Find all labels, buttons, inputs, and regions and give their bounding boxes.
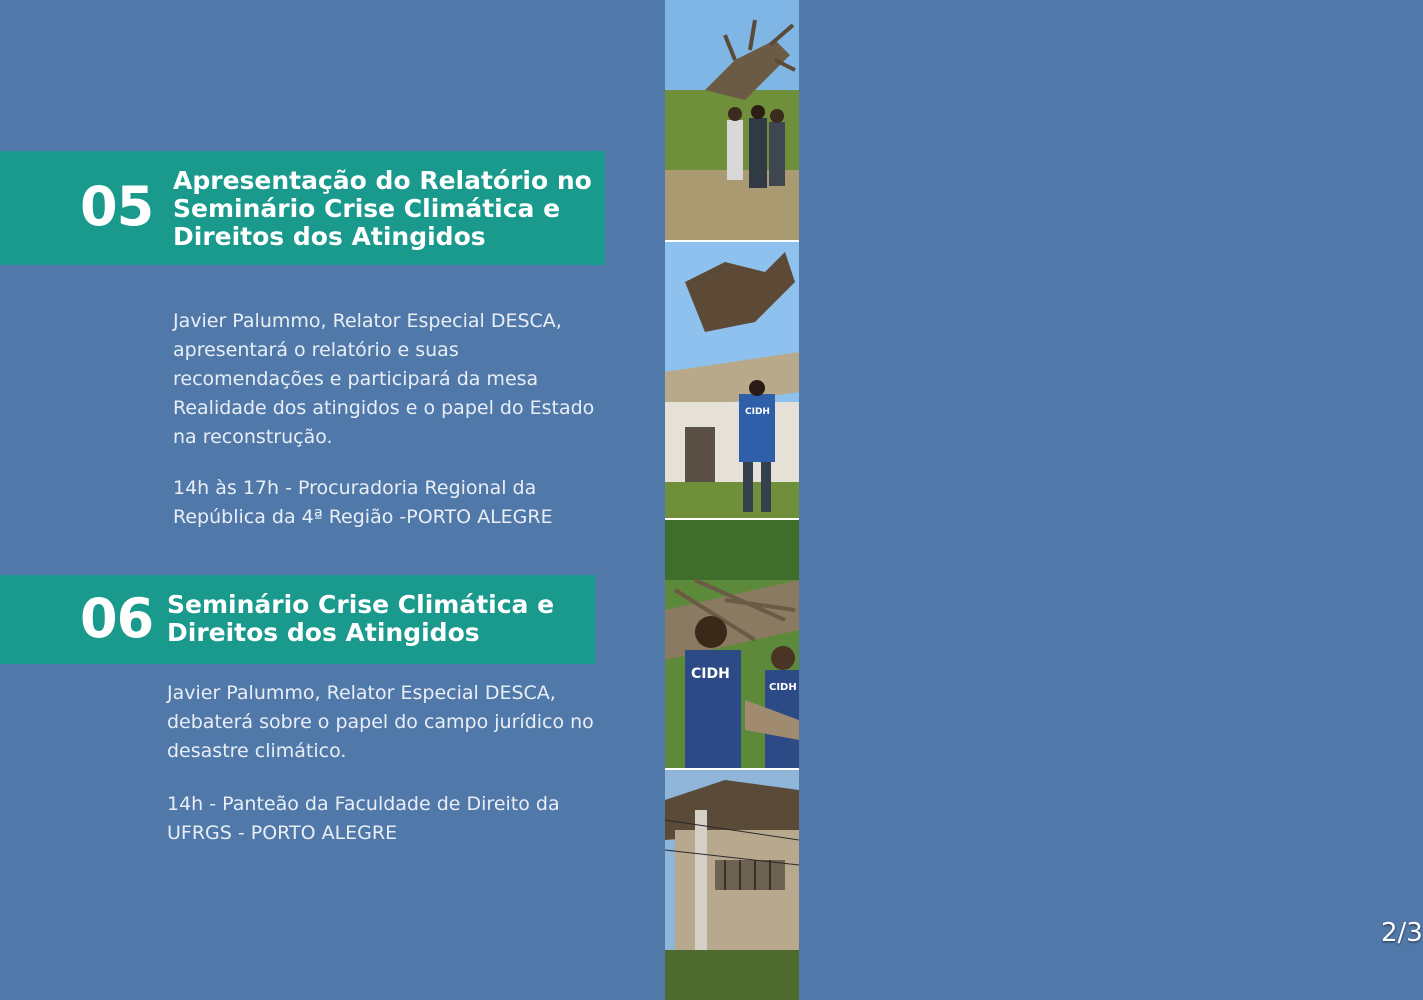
photo-fallen-tree-people-walking [665,0,799,240]
item-05-title-line: Seminário Crise Climática e [173,194,561,223]
vest-logo-text: CIDH [745,407,770,417]
photo-cidh-staff-debris [665,520,799,768]
item-06-description: Javier Palummo, Relator Especial DESCA, debaterá sobre o papel do campo jurídico no desastre climático. [167,682,594,762]
item-05-header-band [0,151,605,265]
item-05-number: 05 [80,175,154,238]
item-05-title-line: Apresentação do Relatório no [173,166,592,195]
item-05-title-line: Direitos dos Atingidos [173,222,486,251]
item-05-title [173,167,592,251]
item-06-schedule: 14h - Panteão da Faculdade de Direito da UFRGS - PORTO ALEGRE [167,793,560,844]
photo-strip [665,0,1423,1000]
item-06-title [167,591,554,647]
item-06-title-line: Direitos dos Atingidos [167,618,480,647]
item-06-title-line: Seminário Crise Climática e [167,590,555,619]
item-05-description: Javier Palummo, Relator Especial DESCA, apresentará o relatório e suas recomendações e participará da mesa Realidade dos atingidos e o papel do Estado na reconstrução. [173,310,595,448]
item-06-number: 06 [80,587,154,650]
vest-logo-text: CIDH [691,666,730,682]
photo-damaged-building-pole [665,770,799,1000]
item-06-header-band [0,575,595,664]
vest-logo-text: CIDH [769,682,797,693]
item-05-schedule: 14h às 17h - Procuradoria Regional da República da 4ª Região -PORTO ALEGRE [173,477,553,528]
photo-person-cidh-vest-damaged-house [665,242,799,518]
page-indicator: 2/3 [1381,918,1423,948]
